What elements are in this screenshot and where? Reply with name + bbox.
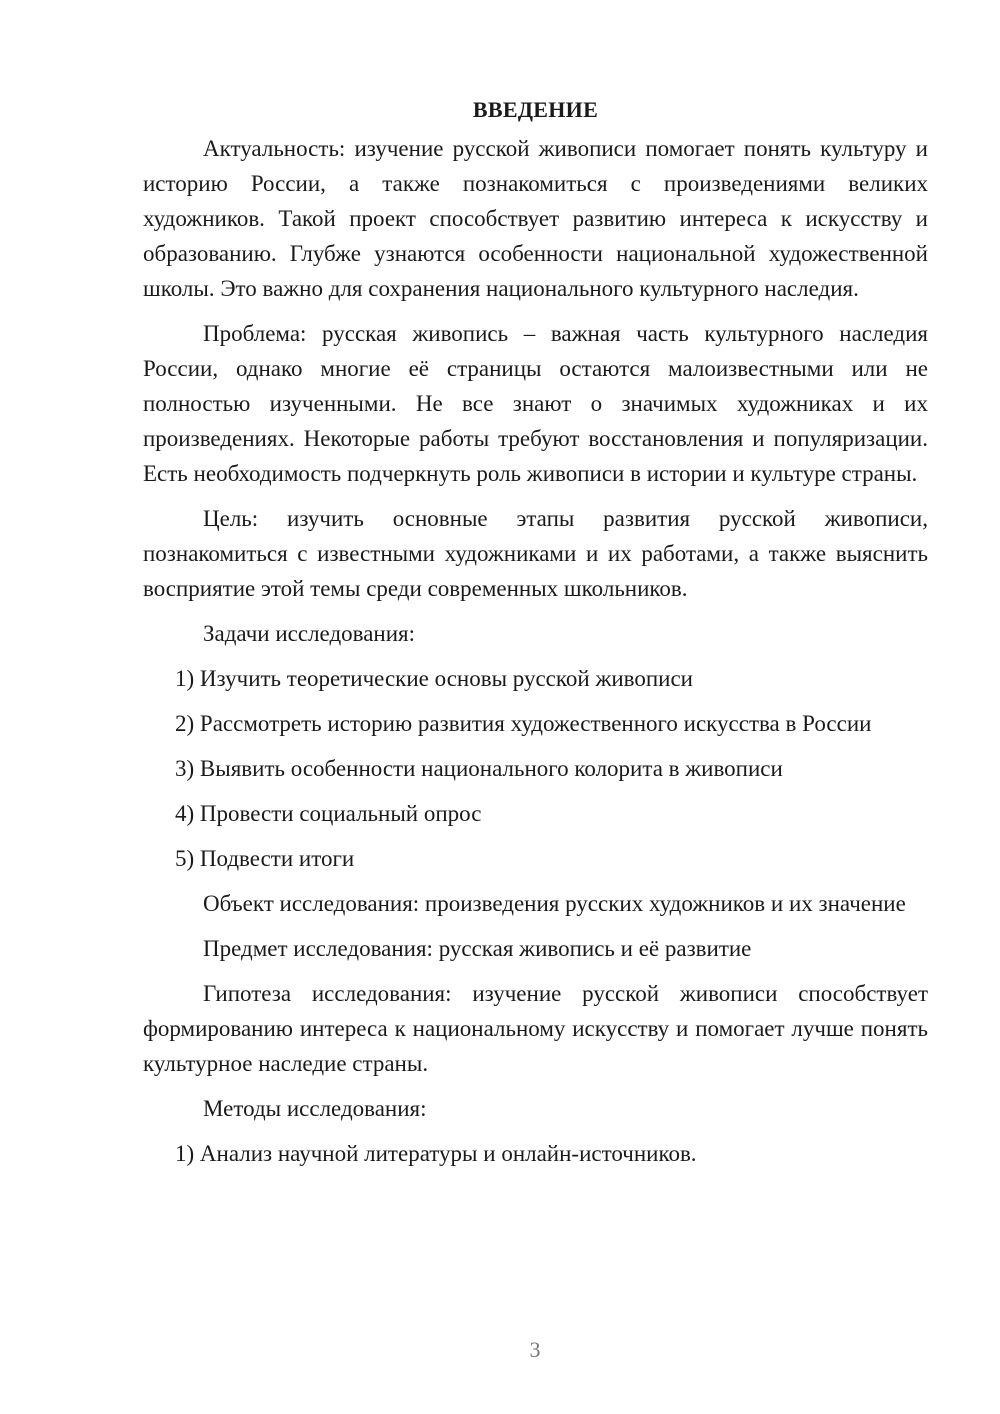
subject-paragraph: Предмет исследования: русская живопись и её развитие [203, 936, 752, 961]
problem-paragraph: Проблема: русская живопись – важная часть культурного наследия России, однако многие её страницы остаются малоизвестными или не полностью изученными. Не все знают о значимых художниках и их произведениях. Некоторые работы требуют восстановления и популяризации. Есть необходимость подчеркнуть роль живописи в истории и культуре страны. [143, 321, 928, 486]
methods-title: Методы исследования: [203, 1096, 427, 1121]
relevance-paragraph: Актуальность: изучение русской живописи помогает понять культуру и историю России, а также познакомиться с произведениями великих художников. Такой проект способствует развитию интереса к искусству и образованию. Глубже узнаются особенности национальной художественной школы. Это важно для сохранения национального культурного наследия. [143, 136, 928, 301]
list-item: 1) Изучить теоретические основы русской живописи [175, 666, 693, 691]
methods-list [143, 1136, 928, 1171]
list-item: 2) Рассмотреть историю развития художественного искусства в России [175, 711, 872, 736]
list-item: 4) Провести социальный опрос [175, 801, 482, 826]
tasks-title: Задачи исследования: [203, 621, 416, 646]
document-body [143, 95, 928, 1171]
goal-paragraph: Цель: изучить основные этапы развития русской живописи, познакомиться с известными художниками и их работами, а также выяснить восприятие этой темы среди современных школьников. [143, 506, 928, 601]
list-item: 1) Анализ научной литературы и онлайн-источников. [175, 1141, 697, 1166]
list-item: 3) Выявить особенности национального колорита в живописи [175, 756, 783, 781]
list-item: 5) Подвести итоги [175, 846, 355, 871]
section-heading: ВВЕДЕНИЕ [472, 97, 599, 122]
hypothesis-paragraph: Гипотеза исследования: изучение русской живописи способствует формированию интереса к национальному искусству и помогает лучше понять культурное наследие страны. [143, 981, 928, 1076]
object-paragraph: Объект исследования: произведения русских художников и их значение [203, 891, 906, 916]
tasks-list [143, 661, 928, 876]
page-number: 3 [529, 1337, 541, 1362]
